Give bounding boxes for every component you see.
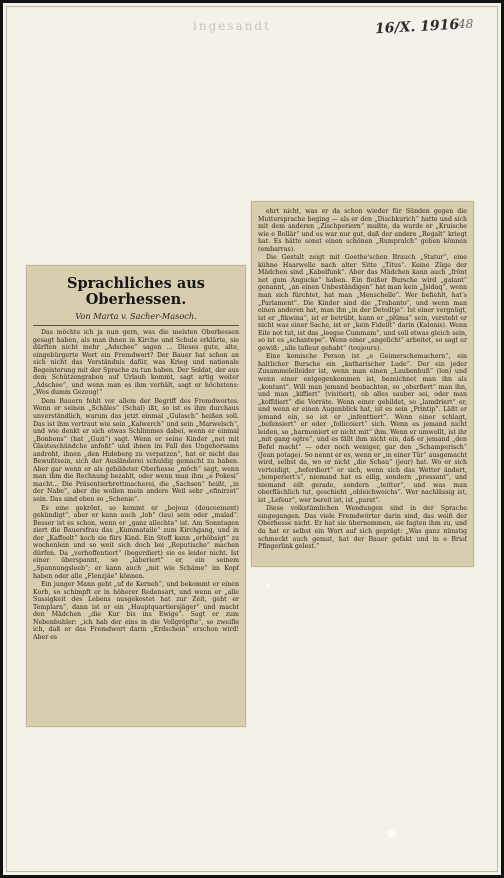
article-author: Von Marta v. Sacher-Masoch. bbox=[75, 311, 197, 321]
article-paragraph: Diese volkstümlichen Wendungen sind in der Sprache eingegangen. Das viele Fremdwörter darin sind, das weiß der Oberhesse nicht. Er hat sie übernommen, sie fagten ihm zu, und da hat er selbst ein Wort auf sich geprägt: „Was ganz nünstig schmeckt auch gemut, hat der Bauer gefakt und in e Brief Pfingerlink gelest.“ bbox=[258, 505, 467, 551]
article-paragraph: ehrt nicht, was er da schon wieder für Sünden gegen die Muttersprache beging — als er den „Dischkurich“ hatte und sich mit dem anderen „Zischperiern“ mußte, da wurde er „Kruische wie e Bollär“ und es war nur gut, daß der andere „Regalt“ kriegt hat. Es hätte sonst einen schönen „Rumpralch“ geben können (embarras). bbox=[258, 208, 467, 253]
article-paragraph: Ein junger Mann geht „uf de Kerneh“, und bekommt er einen Korb, so schimpft er in höherer Redensart, und wenn er „alle Sussigkeit des Lebens ausgekostet hat zur Zeit, geht er Templarn“, dann ist er ein „Hauptquartiersjäger“ und macht den Mädchen „die Kur bis ins Ewige“. Sagt er zum Nebenbuhler: „ich hab der eins in die Vollgröpfte“, so zweifle ich, daß er das Fremdwort darin „Erdschein“ erschon wird! Aber es bbox=[33, 581, 239, 641]
paper-spot bbox=[266, 583, 271, 588]
title-divider bbox=[33, 325, 239, 326]
handwritten-date: 16/X. 1916 bbox=[374, 16, 460, 38]
newspaper-clipping-left bbox=[26, 265, 246, 727]
article-paragraph: Eine komische Person ist „e Geimerschemachern“, ein haltlicher Bursche ein „katharischer Lude“. Der ein jeder Zusammelelleider ist, wenn man einen „Laubenhuß“ (lon) und wenn einer entgegenkommen ist, bezeichnet man ihn als „kontant“. Will man jemand beobachten, so „obsrfiert“ man ihn, und man „kiffiert“ (visitiert), ob alles sauber sei, oder man „koffdiert“ die Vorräte. Wenn einer gebildet, so „lamdriert“ er, und wenn er einen Augenblick hat, ist es sein „Printip“. Läßt er jemand ein, so ist er „infenttiert“. Wenn einer schlagt, „befensiert“ er oder „follicoiert“ sich. Wenn es jemand nicht leiden, so „harmoniert er nicht mit“ ihm. Wenn er umwollt, ist ihr „mit gang egtre“, und es fällt ihm nicht ein, daß er jemand „den Befel macht“ — oder noch weniger, gar den „Schamperisch“ (Jean potage). So nennt er es, wenn er „in einer Tür“ ausgemacht wird, selbst da, wo er nicht „die Schau“ (jour) hat. Wo er sich verteidigt, „heferdiert“ er sich, wenn sich das Wetter ändert, „temperiert's“, niemand hat es eilig, sondern „pressant“, und niemand eilt gerade, sondern „teitter“, und was man oberflächlich tut, geschieht „obleichweichs“. Wer nachlässig ist, ist „Lefeur“, wer bereit ist, ist „parat“. bbox=[258, 353, 467, 504]
newspaper-clipping-right bbox=[251, 201, 474, 567]
article-title: Sprachliches aus Oberhessen. bbox=[67, 275, 205, 308]
article-paragraph: Es eine gekrönt, so kommt er „bojouz (douceement) gekündigt“, aber er kann auch „lob“ (lau) sein oder „malad“. Besser ist es schon, wenn er „ganz allechta“ ist. Am Sonntagen ziert die Bauersfrau das „Kummataile“ zum Kirchgang, und in der „Kaffeolt“ koch sie fürs Kind. Ein Stoff kann „erhöbsigt“ zu wochenlein und so weit sich doch bei „Reputische“ machen dürfen. Da „verhoffentiert“ (begerdiert) sie es leider nicht. Ist einer überspannt, so „laberiert“ er, ein seinem „Spannungsleeb“; er kann auch „mit wie Schäme“ im Kopf haben oder alle „Flenzjäe“ können. bbox=[33, 504, 239, 580]
paper-spot bbox=[387, 829, 396, 838]
page-number: 48 bbox=[458, 17, 474, 31]
faded-stamp: ingesandt bbox=[193, 19, 271, 33]
article-paragraph: Das möchte ich ja nun gern, was die meisten Oberhessen gesagt haben, als man ihnen in Kirche und Schule erklärte, sie dürften nicht mehr „Adschee“ sagen ... Dieses gute, alte, eingebürgerte Wort ein Fremdwort? Der Bauer hat schon an sich nicht das Verständnis dafür, was Krieg und nationale Begeisterung mit der Sprache zu tun haben. Der Soldat, der aus dem Schützengraben auf Urlaub kommt, sagt artig weiter „Adschee“, und wenn man es ihm verhält, sagt er höchstens: „Wos dumm Gezeug!“ bbox=[33, 329, 239, 397]
clipping-left-content bbox=[33, 272, 239, 720]
clipping-right-content bbox=[258, 208, 467, 560]
article-paragraph: Die Gestalt zeigt mit Goethe'schen Brauch „Statur“, eine kühne Haarwelle nach alter Sitte „Titus“. Keine Züge der Mädchen sind „Kabelfunk“. Aber das Mädchen kann auch „frönt net gum Angucke“ haben. Ein fleißer Bursche wird „galant“ genannt, „an einen Unbeständigen“ hat man kein „Jsidaq“, wenn man sich fürchtet, hat man „Menschelle“. Wer befiehlt, hat's „Parlament“. Die Kinder sind die „Trabanto“, und wenn man einen anderen hat, man ihn „in der Detoiltje“. Ist einer vergnügt, ist er „fikwina“, ist er betrübt, kann er „plüma“ sein, versteht er nicht was einer Sache, ist er „kein Fideilt“ darin (Kalonis). Wenn Eile not tut, ist das „leegse Cummam“, und soll etwas gleich sein, so ist es „schantepe“. Wenn einer „angelicht“ arbeitet, so sagt er gewiß: „alle tafleur gehabt“ (toujours). bbox=[258, 254, 467, 352]
article-paragraph: Dem Bauern fehlt vor allem der Begriff des Fremdwortes. Wenn er seinen „Schäles“ (Schal) ißt, so ist es ihm durchaus unverständlich, warum das jetzt einmal „Gulasch“ heißen soll. Das ist ihm vertraut wie sein „Kalwerch“ und sein „Marwelsch“, und wie denkt er sich etwas Schlimmes dabei, wenn er einmal „Bonbons“ (hat „Guzi“) sagt. Wenn er seine Kinder „net mit Glasteschündche anfoßt“ und ihnen im Fall des Ungehorsams androht, ihnen „den Hideberg zu verpatzen“, hat er nicht das Bewußtsein, sich der Ausländerei schuldig gemacht zu haben. Aber gar wenn er als gebildeter Oberhesse „möch“ sagt, wenn man ihm die Rechnung bezahlt, oder wenn man ihm „e Pokesi“ macht... Die Präsentierbrettmacherei, die „Sachsen“ heißt, „in der Nabe“, aber die wollen mein andere Weil sehr „efinirzet“ sein. Das sind eben so „Schenie“. bbox=[33, 397, 239, 504]
